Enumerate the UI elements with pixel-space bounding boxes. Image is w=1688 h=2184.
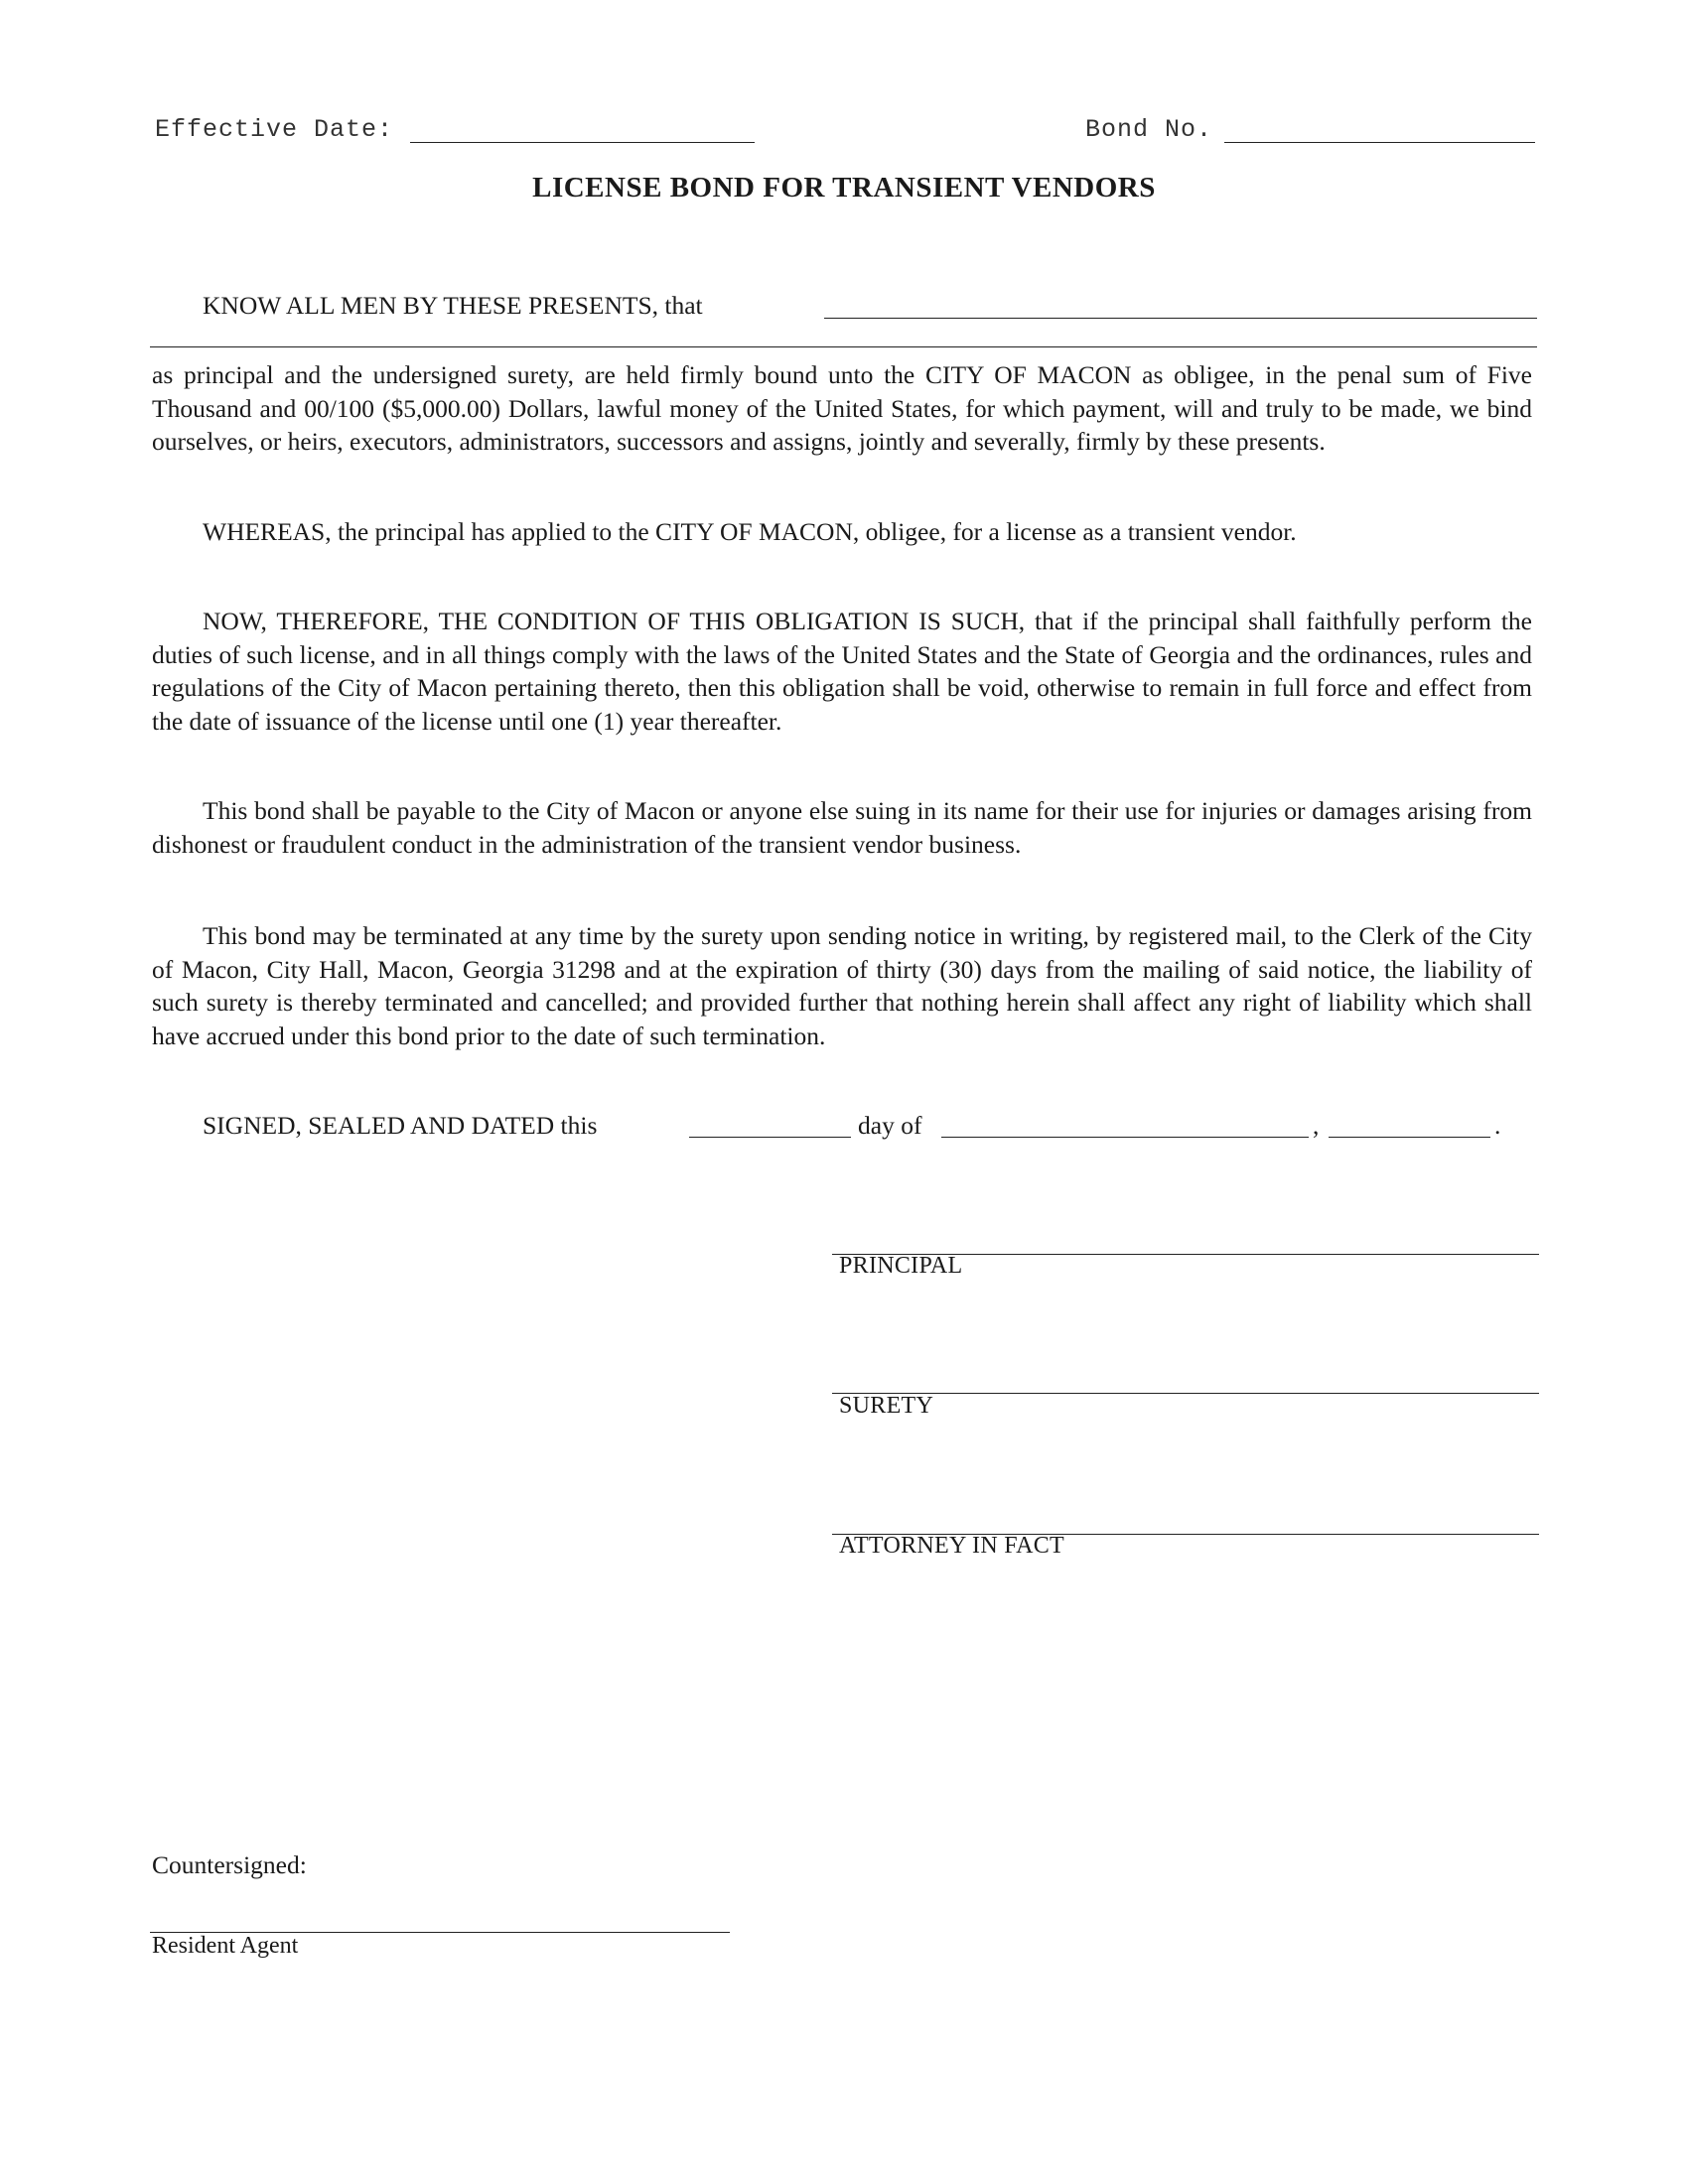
bond-no-label: Bond No. xyxy=(1085,115,1213,144)
paragraph-termination: This bond may be terminated at any time by the surety upon sending notice in writing, by registered mail, to the Clerk of the City of Macon, City Hall, Macon, Georgia 31298 and at the expiration of thirty (30) days from the mailing of said notice, the liability of such surety is thereby terminated and cancelled; and provided further that nothing herein shall affect any right of liability which shall have accrued under this bond prior to the date of such termination. xyxy=(152,921,1532,1050)
attorney-label: ATTORNEY IN FACT xyxy=(839,1533,1065,1559)
signed-month-field[interactable] xyxy=(941,1137,1309,1138)
paragraph-obligation: as principal and the undersigned surety, are held firmly bound unto the CITY OF MACON as obligee, in the penal sum of Five Thousand and 00/100 ($5,000.00) Dollars, lawful money of the United States, for which payment, will and truly to be made, we bind ourselves, or heirs, executors, administrators, successors and assigns, jointly and severally, firmly by these presents. xyxy=(152,360,1532,456)
document-title: LICENSE BOND FOR TRANSIENT VENDORS xyxy=(532,172,1156,204)
signed-period: . xyxy=(1494,1111,1501,1140)
signed-lead: SIGNED, SEALED AND DATED this xyxy=(203,1111,598,1140)
effective-date-label: Effective Date: xyxy=(155,115,394,144)
surety-signature-line[interactable] xyxy=(832,1393,1539,1394)
principal-name-field-continued[interactable] xyxy=(150,346,1537,347)
effective-date-field[interactable] xyxy=(410,142,755,143)
principal-name-field[interactable] xyxy=(824,318,1537,319)
resident-agent-label: Resident Agent xyxy=(152,1933,299,1959)
bond-no-field[interactable] xyxy=(1224,142,1535,143)
paragraph-whereas: WHEREAS, the principal has applied to the CITY OF MACON, obligee, for a license as a transient vendor. xyxy=(203,517,1297,546)
signed-comma: , xyxy=(1313,1111,1320,1140)
principal-label: PRINCIPAL xyxy=(839,1253,963,1279)
signed-day-field[interactable] xyxy=(689,1137,851,1138)
surety-label: SURETY xyxy=(839,1393,934,1419)
countersigned-label: Countersigned: xyxy=(152,1850,307,1879)
signed-year-field[interactable] xyxy=(1329,1137,1490,1138)
paragraph-condition: NOW, THEREFORE, THE CONDITION OF THIS OBLIGATION IS SUCH, that if the principal shall faithfully perform the duties of such license, and in all things comply with the laws of the United States and the State of Georgia and the ordinances, rules and regulations of the City of Macon pertaining thereto, then this obligation shall be void, otherwise to remain in full force and effect from the date of issuance of the license until one (1) year thereafter. xyxy=(152,607,1532,736)
signed-day-of: day of xyxy=(858,1111,922,1140)
intro-lead: KNOW ALL MEN BY THESE PRESENTS, that xyxy=(203,291,703,320)
paragraph-payable: This bond shall be payable to the City of Macon or anyone else suing in its name for their use for injuries or damages arising from dishonest or fraudulent conduct in the administration of the transient vendor business. xyxy=(152,796,1532,859)
